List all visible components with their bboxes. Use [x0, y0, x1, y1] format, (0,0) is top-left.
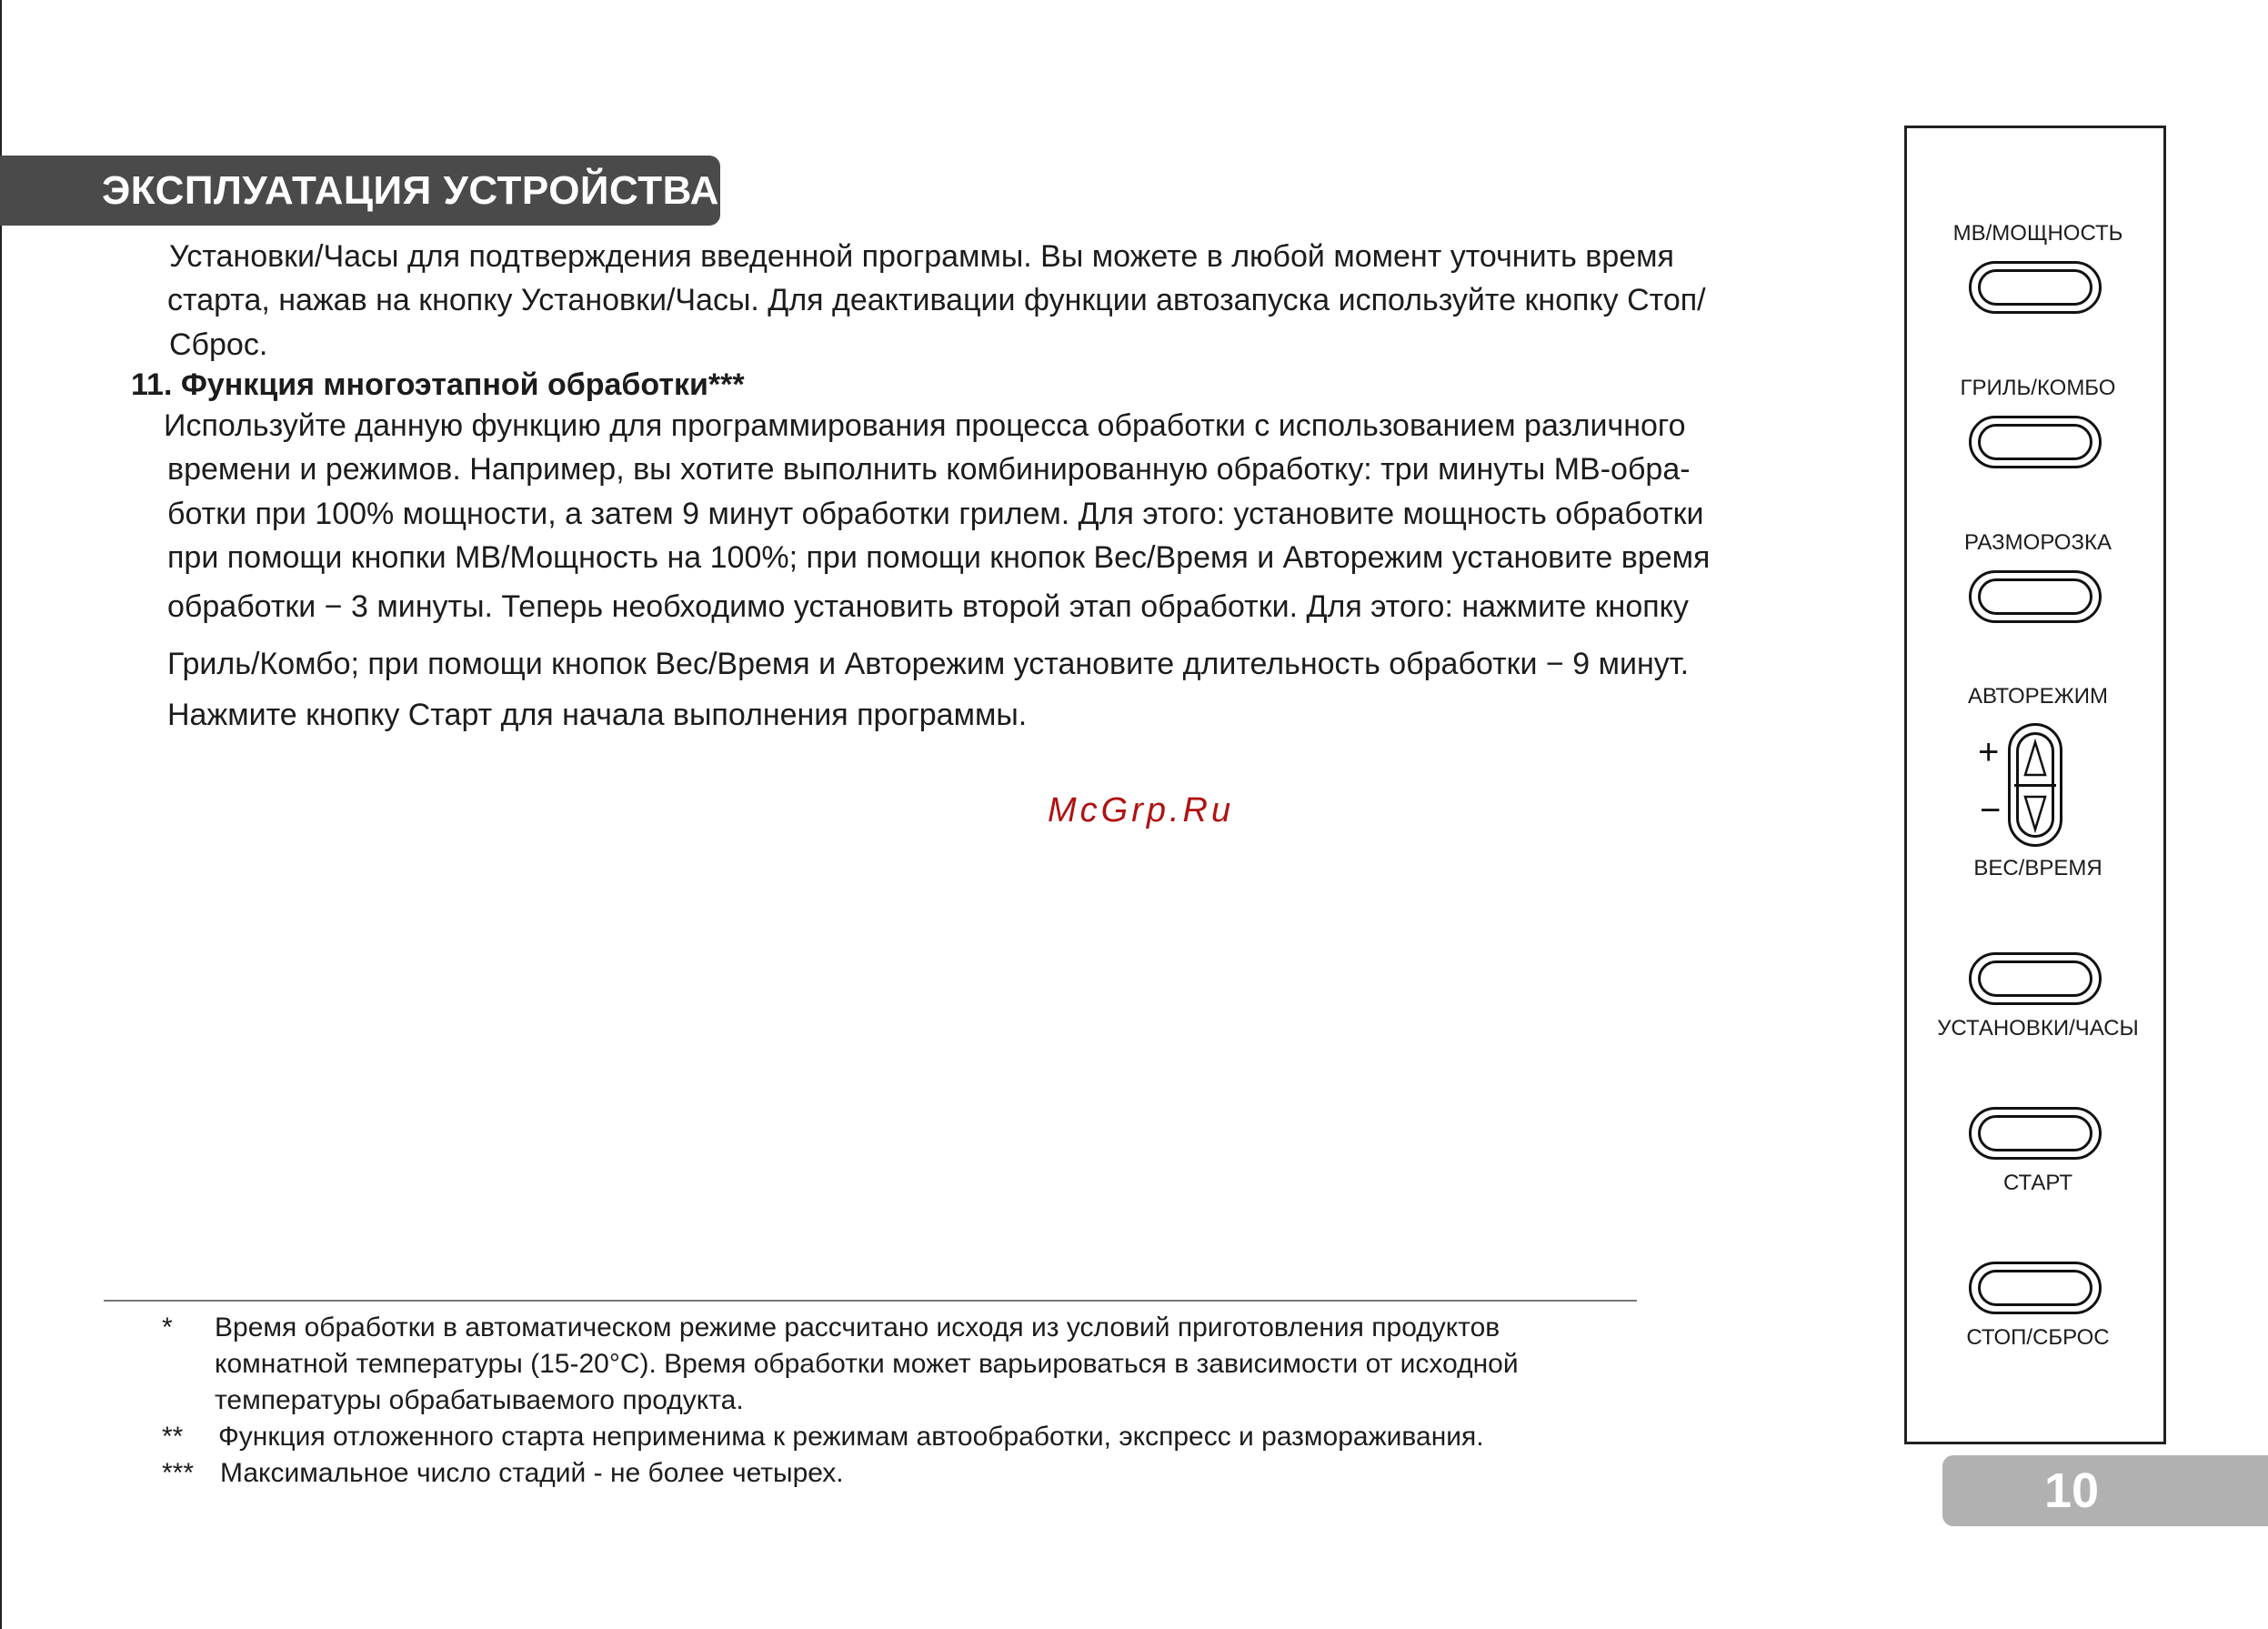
intro-line-2: старта, нажав на кнопку Установки/Часы. Для деактивации функции автозапуска используйте кнопку Стоп/	[167, 283, 1706, 317]
button-grill-combo	[1969, 416, 2102, 468]
footnote-3-line-1: Максимальное число стадий - не более четырех.	[220, 1458, 844, 1488]
triangle-up-icon	[2022, 739, 2049, 779]
minus-sign: −	[1980, 790, 2002, 830]
footnote-mark-1: *	[162, 1312, 173, 1342]
page-left-border	[0, 0, 2, 1629]
section-line-6: Гриль/Комбо; при помощи кнопок Вес/Время и Авторежим установите длительность обработки − 9 минут.	[167, 647, 1690, 681]
label-start: СТАРТ	[2003, 1171, 2072, 1195]
watermark: McGrp.Ru	[1048, 791, 1235, 830]
button-settings-clock	[1969, 952, 2102, 1005]
section-line-5: обработки − 3 минуты. Теперь необходимо установить второй этап обработки. Для этого: нажмите кнопку	[167, 589, 1689, 624]
section-header: ЭКСПЛУАТАЦИЯ УСТРОЙСТВА	[0, 156, 720, 226]
button-stop-reset	[1969, 1262, 2102, 1314]
section-line-4: при помощи кнопки МВ/Мощность на 100%; при помощи кнопок Вес/Время и Авторежим установите время	[167, 540, 1711, 575]
section-line-2: времени и режимов. Например, вы хотите выполнить комбинированную обработку: три минуты МВ-обра-	[167, 452, 1691, 487]
section-line-7: Нажмите кнопку Старт для начала выполнения программы.	[167, 698, 1028, 732]
plus-sign: +	[1978, 732, 2000, 772]
footnote-1-line-3: температуры обрабатываемого продукта.	[215, 1385, 744, 1415]
footnote-2-line-1: Функция отложенного старта неприменима к режимам автообработки, экспресс и размораживания.	[218, 1422, 1484, 1452]
section-line-1: Используйте данную функцию для программирования процесса обработки с использованием различного	[164, 408, 1686, 443]
intro-line-3: Сброс.	[169, 327, 268, 362]
section-title: 11. Функция многоэтапной обработки***	[131, 367, 745, 402]
label-stop-reset: СТОП/СБРОС	[1966, 1325, 2110, 1350]
footnote-1-line-2: комнатной температуры (15-20°С). Время обработки может варьироваться в зависимости от исходной	[215, 1349, 1519, 1379]
label-defrost: РАЗМОРОЗКА	[1964, 530, 2112, 555]
footnote-mark-3: ***	[162, 1458, 195, 1488]
footnote-divider	[104, 1300, 1637, 1302]
intro-line-1: Установки/Часы для подтверждения введенной программы. Вы можете в любой момент уточнить время	[169, 239, 1674, 274]
label-weight-time: ВЕС/ВРЕМЯ	[1973, 856, 2102, 880]
label-auto-mode: АВТОРЕЖИМ	[1967, 684, 2109, 709]
section-line-3: ботки при 100% мощности, а затем 9 минут обработки грилем. Для этого: установите мощность обработки	[167, 497, 1704, 531]
label-grill-combo: ГРИЛЬ/КОМБО	[1960, 376, 2116, 400]
footnote-mark-2: **	[162, 1422, 184, 1452]
button-mw-power	[1969, 261, 2102, 314]
button-start	[1969, 1107, 2102, 1160]
control-panel-diagram	[1904, 126, 2166, 1444]
footnote-1-line-1: Время обработки в автоматическом режиме рассчитано исходя из условий приготовления продуктов	[215, 1312, 1500, 1342]
rocker-divider	[2014, 784, 2056, 787]
page-number: 10	[1942, 1455, 2268, 1526]
button-defrost	[1969, 570, 2102, 623]
triangle-down-icon	[2022, 793, 2049, 833]
rocker-auto-weight	[2008, 723, 2062, 847]
label-mw-power: МВ/МОЩНОСТЬ	[1952, 221, 2123, 246]
label-settings-clock: УСТАНОВКИ/ЧАСЫ	[1937, 1016, 2139, 1041]
